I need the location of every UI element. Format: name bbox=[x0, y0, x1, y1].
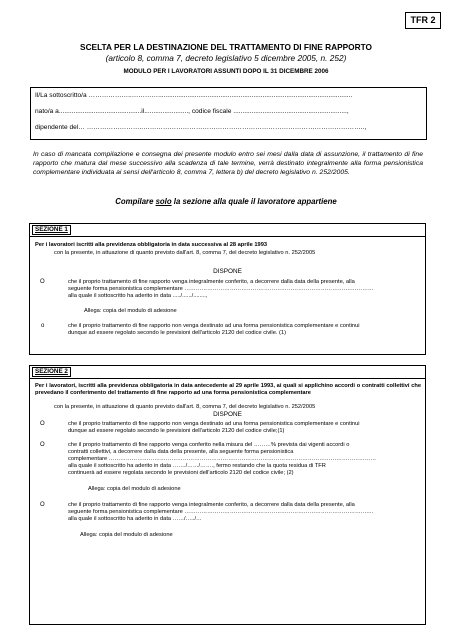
section-1-option-2-line1: che il proprio trattamento di fine rapporto non venga destinato ad una forma pensionistica complementare e continui bbox=[68, 323, 360, 329]
section-1-heading: Per i lavoratori iscritti alla previdenza obbligatoria in data successiva al 28 aprile 1993 bbox=[35, 242, 268, 248]
section-2-option-1-checkbox[interactable]: O bbox=[40, 421, 45, 427]
birth-taxcode-field-line[interactable]: nato/a a.............................................il........................, codice fiscale .............................................................., bbox=[35, 108, 349, 115]
section-1-option-2-checkbox[interactable]: o bbox=[41, 323, 45, 329]
section-2-option-3-checkbox[interactable]: O bbox=[40, 502, 45, 508]
section-2-option-2-allegato: Allega: copia del modulo di adesione bbox=[88, 486, 181, 492]
section-2-option-2-line1: che il proprio trattamento di fine rapporto venga conferito nella misura del ………% prevista dai vigenti accordi o bbox=[68, 442, 350, 448]
employee-details-box bbox=[30, 87, 427, 140]
employer-field-line[interactable]: dipendente del… ……………………..……………………………………………………………………………………….., bbox=[35, 124, 367, 131]
section-divider bbox=[30, 378, 425, 379]
section-1-option-1-line3: alla quale il sottoscritto ha aderito in data ...../....../........, bbox=[68, 293, 208, 299]
name-field-line[interactable]: Il/La sottoscritto/a ………………..………….......................................................................................................... bbox=[35, 92, 353, 99]
section-2 bbox=[29, 365, 426, 625]
section-1-option-1-allegato: Allega: copia del modulo di adesione bbox=[84, 308, 177, 314]
section-2-tag: SEZIONE 2 bbox=[32, 367, 71, 377]
section-2-option-2-line5: continuerà ad essere regolata secondo le previsioni dell'articolo 2120 del codice civile; (2) bbox=[68, 470, 294, 476]
form-type-label: MODULO PER I LAVORATORI ASSUNTI DOPO IL 31 DICEMBRE 2006 bbox=[123, 68, 329, 75]
section-1-option-1-line1: che il proprio trattamento di fine rapporto venga integralmente conferito, a decorrere dalla data della presente, alla bbox=[68, 279, 355, 285]
section-1-option-2-line2: dunque ad essere regolato secondo le previsioni dell'articolo 2120 del codice civile. (1) bbox=[68, 330, 286, 336]
section-1-tag: SEZIONE 1 bbox=[32, 225, 71, 235]
section-2-heading: Per i lavoratori, iscritti alla previdenza obbligatoria in data antecedente al 29 aprile 1993, ai quali si applichino accordi o contratti collettivi che prevedano il conferimento del trattamento di fine rapporto ad una forma pensionistica complementare bbox=[35, 383, 421, 397]
section-2-option-3-line2: seguente forma pensionistica complementare …………………………………………………………………………………….… bbox=[68, 509, 374, 515]
section-2-option-3-line1: che il proprio trattamento di fine rapporto venga integralmente conferito, a decorrere dalla data della presente, alla bbox=[68, 502, 355, 508]
section-1-subheading: con la presente, in attuazione di quanto previsto dall'art. 8, comma 7, del decreto legislativo n. 252/2005 bbox=[54, 250, 316, 256]
form-code-badge: TFR 2 bbox=[405, 12, 441, 29]
section-1-dispone: DISPONE bbox=[213, 268, 242, 275]
section-2-dispone: DISPONE bbox=[213, 411, 242, 418]
instruction-pre: Compilare bbox=[115, 197, 156, 206]
section-2-option-2-line2: contratti collettivi, a decorrere dalla data della presente, alla seguente forma pensionistica bbox=[68, 449, 294, 455]
section-2-option-3-allegato: Allega: copia del modulo di adesione bbox=[80, 532, 173, 538]
instruction-post: la sezione alla quale il lavoratore appartiene bbox=[171, 197, 337, 206]
page-title: SCELTA PER LA DESTINAZIONE DEL TRATTAMENTO DI FINE RAPPORTO bbox=[80, 42, 372, 52]
section-2-subheading: con la presente, in attuazione di quanto previsto dall'art. 8, comma 7, del decreto legislativo n. 252/2005 bbox=[54, 404, 316, 410]
section-2-option-2-line3: complementare …………………………………………………………………………………………………………………………… bbox=[68, 456, 377, 462]
section-2-option-3-line3: alla quale il sottoscritto ha aderito in data ……/…../… bbox=[68, 516, 202, 522]
section-2-option-1-line1: che il proprio trattamento di fine rapporto non venga destinato ad una forma pensionistica complementare e continui bbox=[68, 421, 360, 427]
instruction-underlined: solo bbox=[155, 197, 172, 206]
section-1-option-1-checkbox[interactable]: O bbox=[40, 279, 45, 285]
section-1-option-1-line2: seguente forma pensionistica complementare …………………………………………………………………………….………… bbox=[68, 286, 374, 292]
section-2-option-2-line4: alla quale il sottoscritto ha aderito in data ……./……/……., fermo restando che la quota residua di TFR bbox=[68, 463, 326, 469]
instruction-heading bbox=[20, 197, 432, 206]
page-subtitle: (articolo 8, comma 7, decreto legislativo 5 dicembre 2005, n. 252) bbox=[105, 53, 347, 63]
section-1 bbox=[29, 223, 426, 355]
section-divider bbox=[30, 236, 425, 237]
section-2-option-1-line2: dunque ad essere regolato secondo le previsioni dell'articolo 2120 del codice civile;(1) bbox=[68, 428, 285, 434]
deadline-warning: In caso di mancata compilazione e consegna dei presente modulo entro sei mesi dalla data di assunzione, il trattamento di fine rapporto che matura dal mese successivo alla scadenza di tale termine, verrà destinato integralmente alla forma pensionistica complementare individuata ai sensi dell'articolo 8, comma 7, lettera b) del decreto legislativo n. 252/2005. bbox=[33, 151, 423, 177]
section-2-option-2-checkbox[interactable]: O bbox=[40, 442, 45, 448]
